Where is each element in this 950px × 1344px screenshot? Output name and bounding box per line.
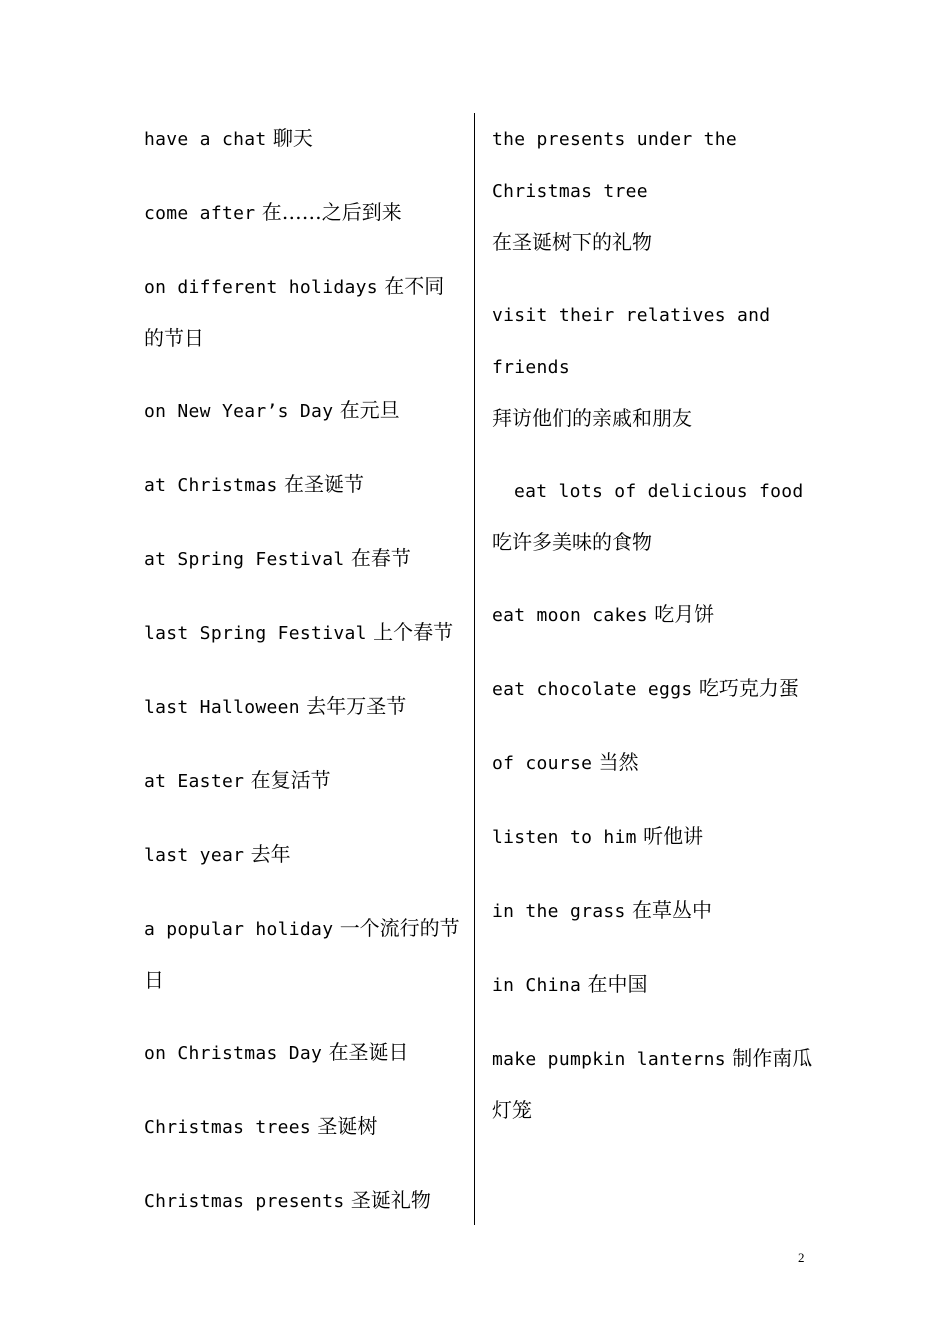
chinese-translation: 上个春节: [373, 620, 454, 644]
vocab-entry: [144, 261, 464, 363]
english-phrase: eat chocolate eggs: [492, 679, 693, 700]
vocab-entry: [492, 113, 822, 267]
vocab-entry: [492, 885, 822, 937]
english-phrase: of course: [492, 753, 593, 774]
chinese-translation: 吃月饼: [654, 602, 715, 626]
vocab-entry: [144, 1175, 464, 1227]
chinese-translation: 一个流行的节日: [144, 916, 460, 992]
english-phrase: at Easter: [144, 771, 245, 792]
vocab-entry: [144, 113, 464, 165]
vocab-entry: [144, 385, 464, 437]
left-column: [144, 113, 464, 1249]
chinese-translation: 在圣诞节: [284, 472, 365, 496]
english-phrase: last Spring Festival: [144, 623, 367, 644]
english-phrase: at Spring Festival: [144, 549, 345, 570]
english-phrase: in China: [492, 975, 582, 996]
vocab-entry: [144, 1027, 464, 1079]
english-phrase: eat lots of delicious food: [514, 481, 804, 502]
chinese-translation: 圣诞树: [317, 1114, 378, 1138]
chinese-translation: 聊天: [272, 126, 313, 150]
page-number: 2: [798, 1250, 805, 1265]
english-phrase: at Christmas: [144, 475, 278, 496]
chinese-translation: 听他讲: [643, 824, 704, 848]
vocab-entry: [492, 663, 822, 715]
chinese-translation: 拜访他们的亲戚和朋友: [492, 406, 692, 430]
chinese-translation: 去年: [250, 842, 291, 866]
vocab-entry: [144, 607, 464, 659]
vocab-entry: [492, 959, 822, 1011]
chinese-translation: 制作南瓜灯笼: [492, 1046, 813, 1122]
chinese-translation: 当然: [598, 750, 639, 774]
english-phrase: in the grass: [492, 901, 626, 922]
chinese-translation: 在圣诞树下的礼物: [492, 230, 652, 254]
english-phrase: listen to him: [492, 827, 637, 848]
english-phrase: make pumpkin lanterns: [492, 1049, 726, 1070]
vocab-entry: [492, 737, 822, 789]
vocab-entry: [492, 1033, 822, 1135]
english-phrase: come after: [144, 203, 256, 224]
vocab-entry: [144, 755, 464, 807]
vocab-entry: [492, 465, 822, 567]
vocab-entry: [492, 589, 822, 641]
vocab-entry: [144, 187, 464, 239]
chinese-translation: 在元旦: [339, 398, 400, 422]
english-phrase: on New Year’s Day: [144, 401, 334, 422]
chinese-translation: 吃许多美味的食物: [492, 530, 652, 554]
english-phrase: last year: [144, 845, 245, 866]
vocab-entry: [492, 289, 822, 443]
english-phrase: on different holidays: [144, 277, 378, 298]
chinese-translation: 圣诞礼物: [350, 1188, 431, 1212]
chinese-translation: 在中国: [587, 972, 648, 996]
english-phrase: a popular holiday: [144, 919, 334, 940]
english-phrase: visit their relatives and friends: [492, 305, 771, 378]
vocab-entry: [144, 681, 464, 733]
chinese-translation: 吃巧克力蛋: [698, 676, 799, 700]
english-phrase: on Christmas Day: [144, 1043, 323, 1064]
vocab-entry: [144, 1101, 464, 1153]
english-phrase: eat moon cakes: [492, 605, 648, 626]
chinese-translation: 在不同的节日: [144, 274, 445, 350]
column-divider: [474, 113, 475, 1225]
english-phrase: have a chat: [144, 129, 267, 150]
english-phrase: Christmas presents: [144, 1191, 345, 1212]
right-column: [492, 113, 822, 1157]
chinese-translation: 在圣诞日: [328, 1040, 409, 1064]
english-phrase: the presents under the Christmas tree: [492, 129, 738, 202]
chinese-translation: 在……之后到来: [261, 200, 402, 224]
chinese-translation: 在草丛中: [632, 898, 713, 922]
vocab-entry: [144, 533, 464, 585]
vocab-entry: [144, 829, 464, 881]
chinese-translation: 在春节: [350, 546, 411, 570]
english-phrase: Christmas trees: [144, 1117, 312, 1138]
chinese-translation: 在复活节: [250, 768, 331, 792]
english-phrase: last Halloween: [144, 697, 300, 718]
vocab-entry: [144, 459, 464, 511]
chinese-translation: 去年万圣节: [306, 694, 407, 718]
vocab-entry: [492, 811, 822, 863]
vocab-entry: [144, 903, 464, 1005]
